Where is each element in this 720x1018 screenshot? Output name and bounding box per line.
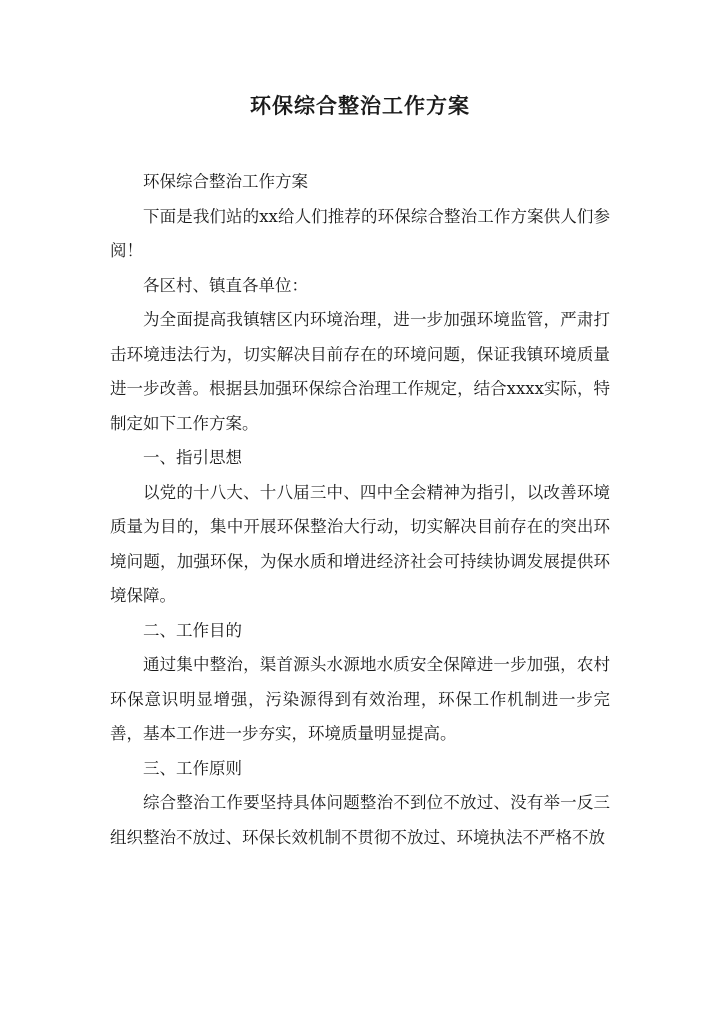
paragraph: 下面是我们站的xx给人们推荐的环保综合整治工作方案供人们参阅！ <box>110 206 610 260</box>
paragraph: 综合整治工作要坚持具体问题整治不到位不放过、没有举一反三组织整治不放过、环保长效机制不贯彻不放过、环境执法不严格不放 <box>110 793 610 847</box>
section-heading: 一、指引思想 <box>143 448 242 467</box>
paragraph: 为全面提高我镇辖区内环境治理，进一步加强环境监管，严肃打击环境违法行为，切实解决目前存在的环境问题，保证我镇环境质量进一步改善。根据县加强环保综合治理工作规定，结合xxxx实际，特制定如下工作方案。 <box>110 310 610 433</box>
paragraph: 通过集中整治，渠首源头水源地水质安全保障进一步加强，农村环保意识明显增强，污染源得到有效治理，环保工作机制进一步完善，基本工作进一步夯实，环境质量明显提高。 <box>110 655 610 743</box>
paragraph: 以党的十八大、十八届三中、四中全会精神为指引，以改善环境质量为目的，集中开展环保整治大行动，切实解决目前存在的突出环境问题，加强环保，为保水质和增进经济社会可持续协调发展提供环境保障。 <box>110 482 610 605</box>
document-body <box>110 165 610 855</box>
section-heading: 二、工作目的 <box>143 620 242 640</box>
paragraph: 各区村、镇直各单位： <box>143 275 308 295</box>
section-heading: 三、工作原则 <box>143 758 242 778</box>
paragraph: 环保综合整治工作方案 <box>143 172 308 191</box>
document-title: 环保综合整治工作方案 <box>250 93 470 118</box>
